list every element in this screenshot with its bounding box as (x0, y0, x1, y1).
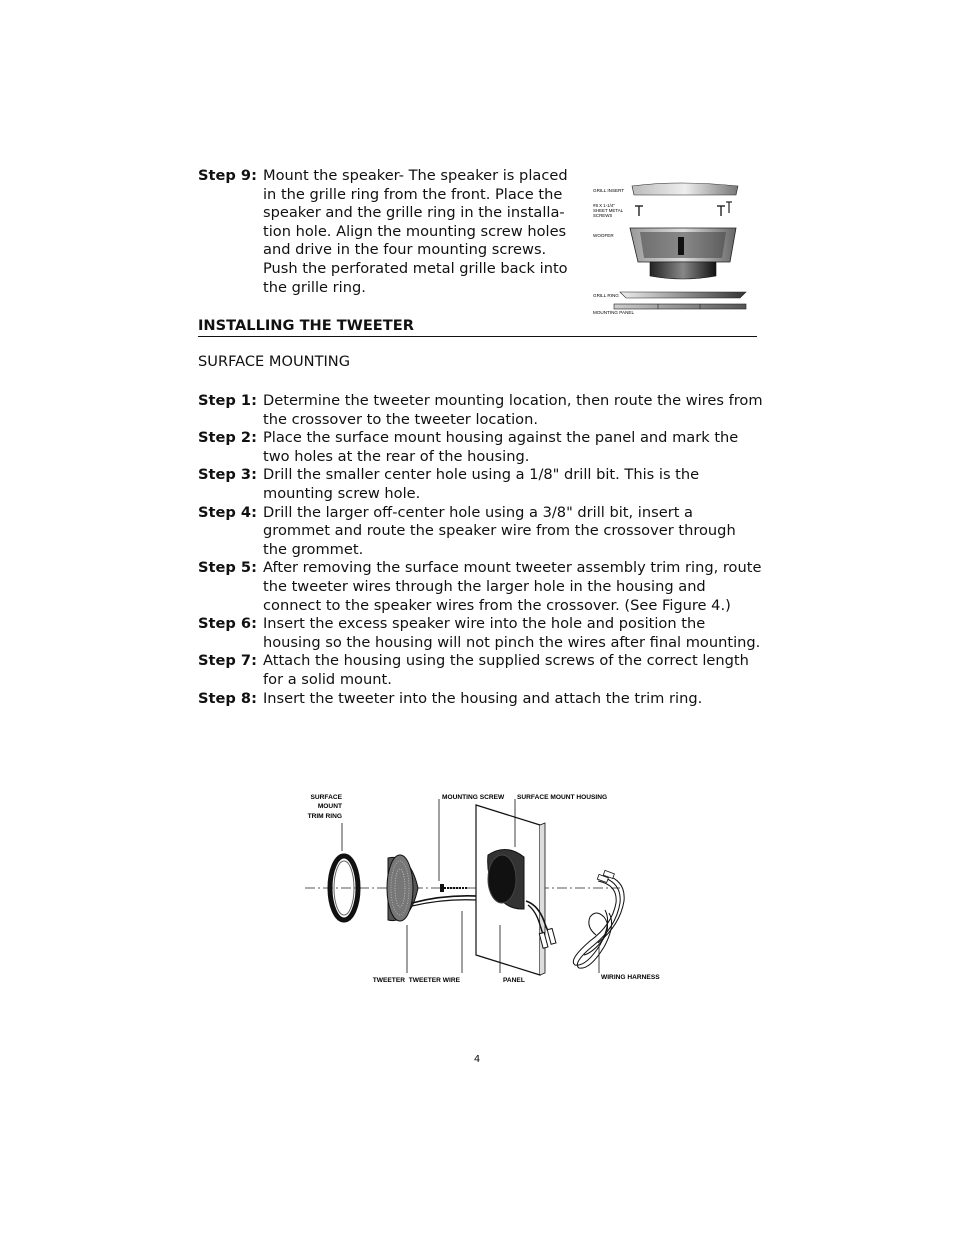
label-screws-2: SHEET METAL (593, 208, 624, 213)
label-screws-3: SCREWS (593, 213, 613, 218)
woofer-magnet-shape (650, 262, 716, 279)
step-label: Step 5: (198, 559, 257, 577)
screw-left (635, 206, 643, 216)
mounting-screw-shape (440, 884, 468, 892)
step-text: Attach the housing using the supplied screws of the correct length for a solid mount. (263, 652, 749, 688)
step-text: Insert the tweeter into the housing and attach the trim ring. (263, 689, 703, 707)
step-label: Step 6: (198, 615, 257, 633)
label-trim-ring-3: TRIM RING (307, 813, 342, 820)
step-2 (198, 429, 763, 466)
label-grille-insert: GRILL INSERT (593, 188, 625, 193)
label-grill-ring: GRILL RING (593, 293, 619, 298)
mounting-panel-shape (614, 304, 746, 309)
step-7 (198, 652, 763, 689)
screw-right (717, 206, 725, 216)
step-8 (198, 690, 763, 709)
step-label: Step 2: (198, 429, 257, 447)
label-tweeter-wire: TWEETER WIRE (408, 977, 460, 984)
step-3 (198, 466, 763, 503)
page-number: 4 (473, 1054, 481, 1065)
label-mounting-panel: MOUNTING PANEL (593, 310, 635, 315)
label-woofer: WOOFER (593, 233, 614, 238)
grill-ring-shape (620, 292, 746, 298)
step-label: Step 3: (198, 466, 257, 484)
subsection-title: SURFACE MOUNTING (198, 353, 351, 370)
label-screws-1: #8 X 1-1/4" (593, 203, 615, 208)
label-mounting-screw: MOUNTING SCREW (442, 794, 505, 801)
step-6 (198, 615, 763, 652)
label-tweeter: TWEETER (372, 977, 405, 984)
label-wiring-harness: WIRING HARNESS (601, 974, 660, 981)
step-5 (198, 559, 763, 615)
label-surface-mount-housing: SURFACE MOUNT HOUSING (517, 794, 608, 801)
label-trim-ring-2: MOUNT (317, 803, 342, 810)
label-panel: PANEL (503, 977, 525, 984)
step-text: Mount the speaker- The speaker is placed in the grille ring from the front. Place the speaker and the grille ring in the installa-tion hole. Align the mounting screw holes and drive in the four mounting screws. Push the perforated metal grille back into the grille ring. (263, 167, 568, 296)
step-text: Insert the excess speaker wire into the hole and position the housing so the housing will not pinch the wires after final mounting. (263, 615, 761, 651)
step-text: Determine the tweeter mounting location, then route the wires from the crossover to the tweeter location. (263, 392, 763, 428)
step-label: Step 7: (198, 652, 257, 670)
step-label: Step 8: (198, 689, 257, 707)
step-text: Drill the smaller center hole using a 1/8" drill bit. This is the mounting screw hole. (263, 466, 700, 502)
tweeter-installation-figure (300, 785, 660, 990)
label-trim-ring-1: SURFACE (310, 794, 342, 801)
step-text: After removing the surface mount tweeter assembly trim ring, route the tweeter wires through the larger hole in the housing and connect to the speaker wires from the crossover. (See Figure 4.) (263, 559, 762, 614)
step-4 (198, 504, 763, 560)
woofer-installation-figure (590, 180, 756, 318)
step-label: Step 1: (198, 392, 257, 409)
step-text: Place the surface mount housing against the panel and mark the two holes at the rear of the housing. (263, 429, 739, 465)
step-1 (198, 392, 763, 429)
step-text: Drill the larger off-center hole using a 3/8" drill bit, insert a grommet and route the speaker wire from the crossover through the grommet. (263, 503, 736, 558)
steps-list (198, 392, 763, 708)
grille-insert-shape (632, 183, 738, 195)
step-label: Step 4: (198, 503, 257, 521)
step-label: Step 9: (198, 167, 257, 184)
section-title: INSTALLING THE TWEETER (198, 317, 757, 337)
step-9 (198, 167, 583, 297)
